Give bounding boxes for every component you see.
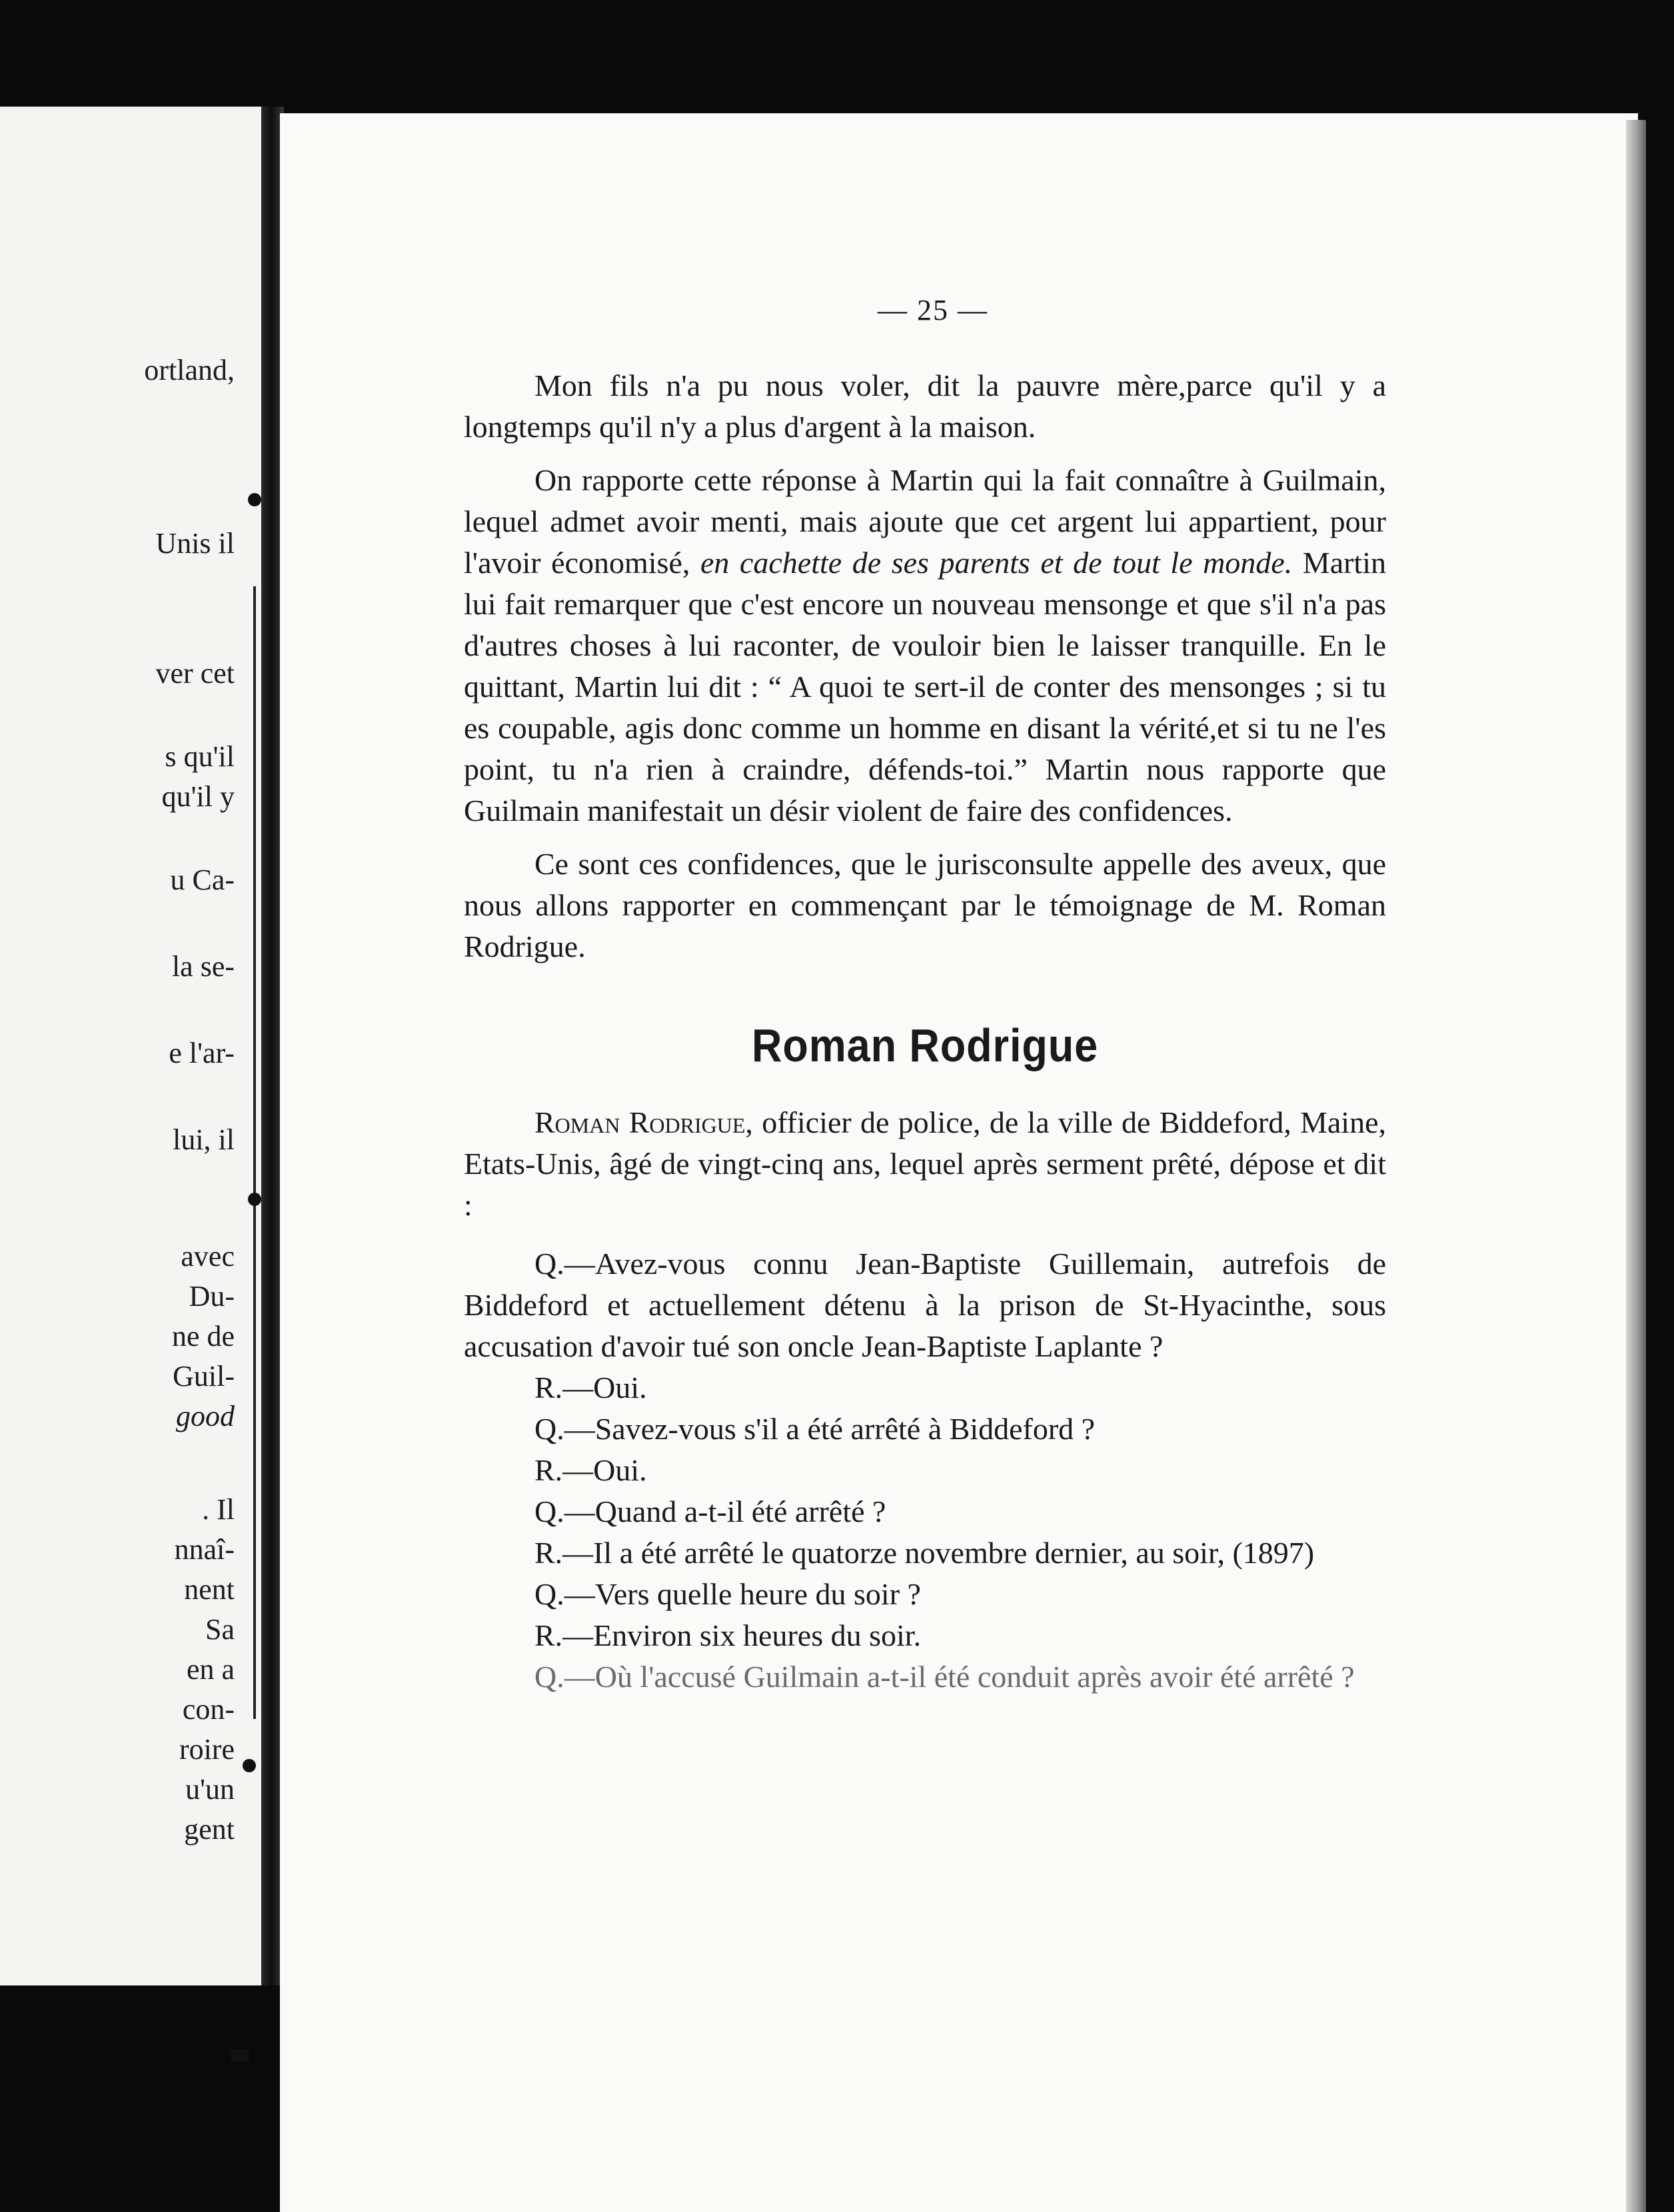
previous-page-line: nnaî- xyxy=(174,1533,235,1566)
previous-page-line: u Ca- xyxy=(170,863,235,896)
binding-knot xyxy=(243,1759,256,1772)
previous-page-line: avec xyxy=(181,1240,235,1273)
answer-line: R.—Oui. xyxy=(534,1371,647,1404)
previous-page-line: Sa xyxy=(205,1613,235,1646)
paragraph-2-text-cont: Martin lui fait remarquer que c'est encore un nouveau mensonge et que s'il n'a pas d'autres choses à lui raconter, de vouloir bien le laisser tranquille. En le quittant, Martin lui dit : “ A quoi te sert-il de conter des mensonges ; si tu es coupable, agis donc comme un homme en disant la vérité,et si tu ne l'es point, tu n'a rien à craindre, défends-toi.” Martin nous rapporte que Guilmain manifestait un désir violent de faire des confidences. xyxy=(464,546,1386,828)
page-number: — 25 — xyxy=(878,294,988,326)
paragraph-2-text: On rapporte cette réponse à Martin qui la fait connaître à Guilmain, lequel admet avoir menti, mais ajoute que cet argent lui appartient, pour l'avoir économisé, xyxy=(464,463,1386,580)
question-line: Q.—Où l'accusé Guilmain a-t-il été conduit après avoir été arrêté ? xyxy=(534,1660,1355,1694)
witness-name: Roman Rodrigue, xyxy=(534,1105,753,1139)
binding-knot xyxy=(248,493,261,506)
previous-page-line: e l'ar- xyxy=(169,1037,235,1069)
binding-knot xyxy=(248,1193,261,1206)
previous-page-line: nent xyxy=(184,1573,235,1606)
previous-page-line: la se- xyxy=(171,950,235,983)
previous-page-line: Unis il xyxy=(155,527,235,560)
page-body xyxy=(464,365,1386,1698)
margin-mark xyxy=(231,2049,249,2061)
answer-line: R.—Il a été arrêté le quatorze novembre dernier, au soir, (1897) xyxy=(534,1536,1315,1570)
previous-page-line: Du- xyxy=(189,1280,235,1313)
binding-thread xyxy=(253,586,256,1719)
previous-page-line: ne de xyxy=(171,1320,235,1353)
previous-page-line: u'un xyxy=(185,1773,235,1806)
previous-page-line: qu'il y xyxy=(161,780,235,813)
section-heading: Roman Rodrigue xyxy=(751,1019,1099,1071)
paragraph-3: Ce sont ces confidences, que le jurisconsulte appelle des aveux, que nous allons rapporter en commençant par le témoignage de M. Roman Rodrigue. xyxy=(464,847,1386,963)
previous-page-line: ver cet xyxy=(155,657,235,690)
question-line: Q.—Avez-vous connu Jean-Baptiste Guillemain, autrefois de Biddeford et actuellement détenu à la prison de St-Hyacinthe, sous accusation d'avoir tué son oncle Jean-Baptiste Laplante ? xyxy=(464,1247,1386,1363)
answer-line: R.—Environ six heures du soir. xyxy=(534,1618,922,1652)
paragraph-1: Mon fils n'a pu nous voler, dit la pauvre mère,parce qu'il y a longtemps qu'il n'y a plus d'argent à la maison. xyxy=(464,368,1386,444)
previous-page-line: gent xyxy=(184,1813,235,1846)
previous-page-line: . Il xyxy=(202,1493,235,1526)
previous-page-line: ortland, xyxy=(144,354,235,386)
previous-page-line: good xyxy=(176,1400,235,1432)
previous-page-line: s qu'il xyxy=(165,740,235,773)
deposition-intro xyxy=(464,1102,1386,1226)
previous-page-fragment xyxy=(0,107,267,1985)
previous-page-line: roire xyxy=(179,1733,235,1766)
question-answer-list xyxy=(464,1243,1386,1698)
question-line: Q.—Savez-vous s'il a été arrêté à Biddeford ? xyxy=(534,1412,1096,1446)
previous-page-line: en a xyxy=(186,1653,235,1686)
deposition-intro-text: officier de police, de la ville de Biddeford, Maine, Etats-Unis, âgé de vingt-cinq ans, lequel après serment prêté, dépose et dit : xyxy=(464,1105,1387,1222)
question-line: Q.—Vers quelle heure du soir ? xyxy=(534,1577,921,1611)
paragraph-2-italic: en cachette de ses parents et de tout le monde. xyxy=(700,546,1293,580)
previous-page-line: con- xyxy=(182,1693,235,1726)
previous-page-line: lui, il xyxy=(173,1123,235,1156)
page-edge xyxy=(1626,120,1646,2212)
question-line: Q.—Quand a-t-il été arrêté ? xyxy=(534,1494,886,1528)
previous-page-line: Guil- xyxy=(173,1360,235,1392)
answer-line: R.—Oui. xyxy=(534,1453,647,1487)
paragraph-2 xyxy=(464,460,1386,831)
